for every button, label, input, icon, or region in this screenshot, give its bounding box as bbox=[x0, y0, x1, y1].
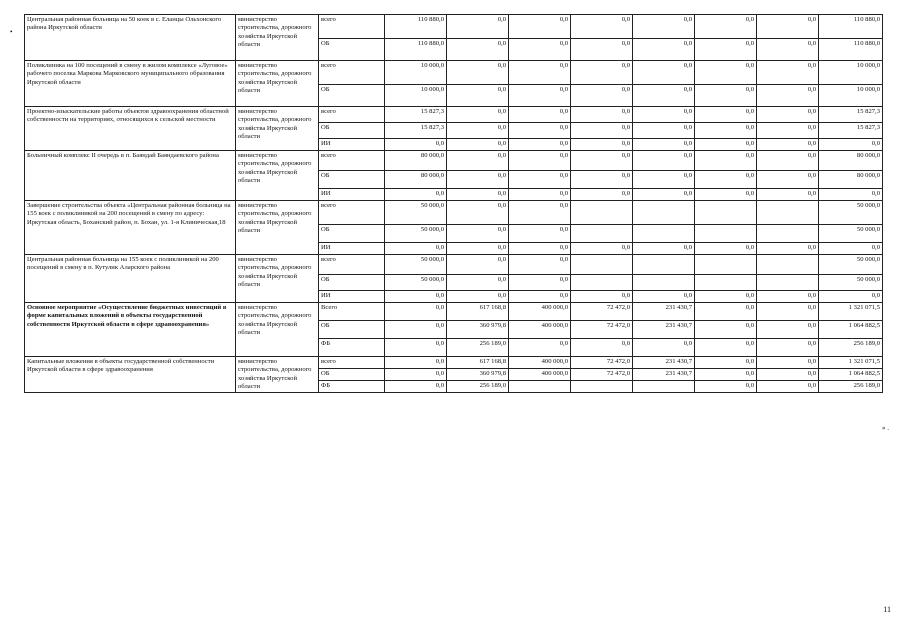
total-value-cell: 1 321 071,5 bbox=[819, 303, 883, 321]
total-value-cell: 50 000,0 bbox=[819, 255, 883, 275]
value-cell bbox=[695, 275, 757, 291]
value-cell: 0,0 bbox=[695, 107, 757, 123]
value-cell: 0,0 bbox=[509, 85, 571, 107]
funding-source-cell: ОБ bbox=[319, 275, 385, 291]
total-value-cell: 256 189,0 bbox=[819, 381, 883, 393]
value-cell: 400 000,0 bbox=[509, 357, 571, 369]
total-value-cell: 50 000,0 bbox=[819, 225, 883, 243]
value-cell: 0,0 bbox=[571, 107, 633, 123]
value-cell: 0,0 bbox=[447, 85, 509, 107]
total-value-cell: 110 880,0 bbox=[819, 39, 883, 61]
funding-source-cell: ИИ bbox=[319, 189, 385, 201]
value-cell: 0,0 bbox=[695, 243, 757, 255]
funding-source-cell: ИИ bbox=[319, 243, 385, 255]
total-value-cell: 10 000,0 bbox=[819, 85, 883, 107]
value-cell: 0,0 bbox=[695, 339, 757, 357]
value-cell: 0,0 bbox=[571, 61, 633, 85]
value-cell: 72 472,0 bbox=[571, 321, 633, 339]
total-value-cell: 256 189,0 bbox=[819, 339, 883, 357]
value-cell: 617 168,8 bbox=[447, 357, 509, 369]
table-row bbox=[25, 107, 883, 123]
table-row bbox=[25, 303, 883, 321]
value-cell: 0,0 bbox=[447, 139, 509, 151]
value-cell: 0,0 bbox=[633, 243, 695, 255]
value-cell: 0,0 bbox=[447, 291, 509, 303]
table-row bbox=[25, 15, 883, 39]
value-cell bbox=[695, 201, 757, 225]
value-cell: 0,0 bbox=[509, 339, 571, 357]
funding-source-cell: ОБ bbox=[319, 123, 385, 139]
total-value-cell: 1 321 071,5 bbox=[819, 357, 883, 369]
page-number: 11 bbox=[883, 605, 891, 614]
value-cell: 0,0 bbox=[509, 291, 571, 303]
funding-source-cell: всего bbox=[319, 61, 385, 85]
measure-name-cell: Основное мероприятие «Осуществление бюджетных инвестиций в форме капитальных вложений в объекты государственной собственности Иркутской области в сфере здравоохранения» bbox=[25, 303, 236, 357]
table-row bbox=[25, 151, 883, 171]
funding-source-cell: всего bbox=[319, 255, 385, 275]
value-cell: 0,0 bbox=[633, 151, 695, 171]
value-cell: 0,0 bbox=[571, 171, 633, 189]
value-cell: 0,0 bbox=[447, 107, 509, 123]
value-cell: 231 430,7 bbox=[633, 303, 695, 321]
value-cell: 0,0 bbox=[633, 123, 695, 139]
value-cell: 0,0 bbox=[385, 303, 447, 321]
value-cell: 0,0 bbox=[695, 291, 757, 303]
value-cell: 0,0 bbox=[695, 151, 757, 171]
total-value-cell: 50 000,0 bbox=[819, 275, 883, 291]
funding-source-cell: всего bbox=[319, 357, 385, 369]
total-value-cell: 15 827,3 bbox=[819, 107, 883, 123]
measure-name-cell: Поликлиника на 100 посещений в смену в жилом комплексе «Луговое» рабочего поселка Маркова Марковского муниципального образования Иркутской области bbox=[25, 61, 236, 107]
value-cell bbox=[633, 275, 695, 291]
value-cell: 0,0 bbox=[633, 139, 695, 151]
funding-source-cell: Всего bbox=[319, 303, 385, 321]
value-cell bbox=[571, 255, 633, 275]
value-cell: 0,0 bbox=[447, 151, 509, 171]
value-cell: 0,0 bbox=[757, 369, 819, 381]
value-cell: 0,0 bbox=[509, 123, 571, 139]
value-cell: 256 189,0 bbox=[447, 381, 509, 393]
value-cell: 0,0 bbox=[633, 61, 695, 85]
responsible-executor-cell: министерство строительства, дорожного хозяйства Иркутской области bbox=[236, 255, 319, 303]
value-cell: 0,0 bbox=[509, 151, 571, 171]
value-cell: 0,0 bbox=[447, 39, 509, 61]
value-cell: 0,0 bbox=[757, 123, 819, 139]
value-cell: 0,0 bbox=[695, 123, 757, 139]
total-value-cell: 0,0 bbox=[819, 139, 883, 151]
total-value-cell: 50 000,0 bbox=[819, 201, 883, 225]
table-row bbox=[25, 255, 883, 275]
value-cell: 0,0 bbox=[385, 139, 447, 151]
value-cell: 0,0 bbox=[757, 139, 819, 151]
funding-source-cell: ИИ bbox=[319, 139, 385, 151]
value-cell: 0,0 bbox=[695, 15, 757, 39]
value-cell bbox=[695, 225, 757, 243]
value-cell bbox=[757, 255, 819, 275]
value-cell: 0,0 bbox=[447, 123, 509, 139]
measure-name-cell: Капитальные вложения в объекты государственной собственности Иркутской области в сфере здравоохранения bbox=[25, 357, 236, 393]
value-cell: 72 472,0 bbox=[571, 357, 633, 369]
value-cell: 0,0 bbox=[695, 139, 757, 151]
value-cell bbox=[571, 225, 633, 243]
value-cell: 0,0 bbox=[633, 189, 695, 201]
value-cell: 360 979,8 bbox=[447, 369, 509, 381]
value-cell: 400 000,0 bbox=[509, 303, 571, 321]
table-row bbox=[25, 357, 883, 369]
value-cell: 50 000,0 bbox=[385, 255, 447, 275]
value-cell: 0,0 bbox=[757, 243, 819, 255]
total-value-cell: 0,0 bbox=[819, 189, 883, 201]
value-cell bbox=[633, 381, 695, 393]
value-cell: 0,0 bbox=[509, 107, 571, 123]
value-cell: 0,0 bbox=[695, 61, 757, 85]
funding-source-cell: ИИ bbox=[319, 291, 385, 303]
funding-source-cell: всего bbox=[319, 201, 385, 225]
value-cell: 0,0 bbox=[571, 139, 633, 151]
value-cell bbox=[633, 225, 695, 243]
value-cell: 0,0 bbox=[447, 189, 509, 201]
value-cell: 0,0 bbox=[757, 303, 819, 321]
budget-table bbox=[24, 14, 883, 393]
total-value-cell: 1 064 882,5 bbox=[819, 369, 883, 381]
value-cell: 0,0 bbox=[509, 201, 571, 225]
responsible-executor-cell: министерство строительства, дорожного хозяйства Иркутской области bbox=[236, 357, 319, 393]
total-value-cell: 80 000,0 bbox=[819, 171, 883, 189]
value-cell: 0,0 bbox=[509, 15, 571, 39]
value-cell: 0,0 bbox=[633, 291, 695, 303]
value-cell: 72 472,0 bbox=[571, 369, 633, 381]
funding-source-cell: всего bbox=[319, 107, 385, 123]
value-cell: 0,0 bbox=[447, 201, 509, 225]
funding-source-cell: ОБ bbox=[319, 39, 385, 61]
value-cell: 0,0 bbox=[633, 339, 695, 357]
value-cell: 0,0 bbox=[447, 225, 509, 243]
value-cell bbox=[571, 275, 633, 291]
value-cell: 0,0 bbox=[757, 357, 819, 369]
value-cell: 0,0 bbox=[509, 171, 571, 189]
value-cell: 360 979,8 bbox=[447, 321, 509, 339]
funding-source-cell: ОБ bbox=[319, 369, 385, 381]
value-cell: 0,0 bbox=[633, 15, 695, 39]
value-cell: 400 000,0 bbox=[509, 321, 571, 339]
value-cell: 0,0 bbox=[571, 123, 633, 139]
value-cell: 50 000,0 bbox=[385, 201, 447, 225]
value-cell: 0,0 bbox=[757, 151, 819, 171]
responsible-executor-cell: министерство строительства, дорожного хозяйства Иркутской области bbox=[236, 201, 319, 255]
value-cell: 10 000,0 bbox=[385, 85, 447, 107]
value-cell: 15 827,3 bbox=[385, 123, 447, 139]
value-cell: 0,0 bbox=[757, 189, 819, 201]
value-cell bbox=[757, 225, 819, 243]
value-cell: 50 000,0 bbox=[385, 275, 447, 291]
value-cell: 0,0 bbox=[447, 61, 509, 85]
value-cell bbox=[571, 201, 633, 225]
responsible-executor-cell: министерство строительства, дорожного хозяйства Иркутской области bbox=[236, 151, 319, 201]
measure-name-cell: Больничный комплекс II очередь в п. Баяндай Баяндаевского района bbox=[25, 151, 236, 201]
funding-source-cell: ОБ bbox=[319, 171, 385, 189]
value-cell: 0,0 bbox=[385, 291, 447, 303]
value-cell: 617 168,8 bbox=[447, 303, 509, 321]
value-cell: 0,0 bbox=[571, 339, 633, 357]
value-cell: 0,0 bbox=[571, 15, 633, 39]
responsible-executor-cell: министерство строительства, дорожного хозяйства Иркутской области bbox=[236, 61, 319, 107]
value-cell: 0,0 bbox=[385, 243, 447, 255]
value-cell bbox=[757, 201, 819, 225]
value-cell: 0,0 bbox=[695, 39, 757, 61]
value-cell: 0,0 bbox=[695, 303, 757, 321]
value-cell: 0,0 bbox=[695, 171, 757, 189]
value-cell: 0,0 bbox=[571, 39, 633, 61]
value-cell: 0,0 bbox=[757, 61, 819, 85]
value-cell: 0,0 bbox=[695, 381, 757, 393]
funding-source-cell: ОБ bbox=[319, 85, 385, 107]
value-cell: 0,0 bbox=[509, 61, 571, 85]
value-cell: 0,0 bbox=[695, 85, 757, 107]
value-cell: 0,0 bbox=[447, 255, 509, 275]
total-value-cell: 15 827,3 bbox=[819, 123, 883, 139]
funding-source-cell: ФБ bbox=[319, 339, 385, 357]
value-cell: 0,0 bbox=[571, 85, 633, 107]
value-cell bbox=[757, 275, 819, 291]
value-cell: 72 472,0 bbox=[571, 303, 633, 321]
value-cell: 0,0 bbox=[509, 275, 571, 291]
value-cell: 0,0 bbox=[509, 139, 571, 151]
value-cell: 231 430,7 bbox=[633, 357, 695, 369]
value-cell: 80 000,0 bbox=[385, 151, 447, 171]
measure-name-cell: Центральная районная больница на 155 коек с поликлиникой на 200 посещений в смену в п. Кутулик Аларского района bbox=[25, 255, 236, 303]
value-cell bbox=[571, 381, 633, 393]
value-cell: 0,0 bbox=[509, 39, 571, 61]
value-cell: 0,0 bbox=[757, 291, 819, 303]
value-cell: 0,0 bbox=[695, 357, 757, 369]
total-value-cell: 0,0 bbox=[819, 291, 883, 303]
responsible-executor-cell: министерство строительства, дорожного хозяйства Иркутской области bbox=[236, 107, 319, 151]
value-cell: 0,0 bbox=[385, 357, 447, 369]
value-cell: 231 430,7 bbox=[633, 369, 695, 381]
measure-name-cell: Завершение строительства объекта «Центральная районная больница на 155 коек с поликлиникой на 200 посещений в смену по адресу: Иркутская область, Боханский район, п. Бохан, ул. 1-я Клиническая,18 bbox=[25, 201, 236, 255]
value-cell bbox=[695, 255, 757, 275]
value-cell bbox=[633, 255, 695, 275]
total-value-cell: 80 000,0 bbox=[819, 151, 883, 171]
value-cell: 0,0 bbox=[385, 381, 447, 393]
measure-name-cell: Проектно-изыскательские работы объектов здравоохранения областной собственности на территориях, относящихся к сельской местности bbox=[25, 107, 236, 151]
responsible-executor-cell: министерство строительства, дорожного хозяйства Иркутской области bbox=[236, 15, 319, 61]
value-cell: 10 000,0 bbox=[385, 61, 447, 85]
value-cell: 0,0 bbox=[385, 369, 447, 381]
value-cell: 50 000,0 bbox=[385, 225, 447, 243]
value-cell: 110 880,0 bbox=[385, 15, 447, 39]
table-row bbox=[25, 201, 883, 225]
value-cell: 0,0 bbox=[757, 381, 819, 393]
value-cell: 0,0 bbox=[757, 339, 819, 357]
total-value-cell: 10 000,0 bbox=[819, 61, 883, 85]
total-value-cell: 1 064 882,5 bbox=[819, 321, 883, 339]
value-cell: 0,0 bbox=[571, 151, 633, 171]
value-cell: 0,0 bbox=[633, 107, 695, 123]
value-cell bbox=[509, 381, 571, 393]
funding-source-cell: ФБ bbox=[319, 381, 385, 393]
value-cell bbox=[633, 201, 695, 225]
value-cell: 0,0 bbox=[695, 189, 757, 201]
budget-table-body bbox=[25, 15, 883, 393]
total-value-cell: 0,0 bbox=[819, 243, 883, 255]
margin-bullet-icon: • bbox=[10, 28, 13, 36]
value-cell: 0,0 bbox=[509, 243, 571, 255]
value-cell: 15 827,3 bbox=[385, 107, 447, 123]
measure-name-cell: Центральная районная больница на 50 коек в с. Еланцы Ольхонского района Иркутской области bbox=[25, 15, 236, 61]
funding-source-cell: всего bbox=[319, 15, 385, 39]
value-cell: 0,0 bbox=[695, 321, 757, 339]
value-cell: 0,0 bbox=[633, 171, 695, 189]
value-cell: 0,0 bbox=[447, 243, 509, 255]
value-cell: 0,0 bbox=[509, 225, 571, 243]
value-cell: 0,0 bbox=[757, 15, 819, 39]
value-cell: 0,0 bbox=[757, 39, 819, 61]
value-cell: 0,0 bbox=[633, 85, 695, 107]
responsible-executor-cell: министерство строительства, дорожного хозяйства Иркутской области bbox=[236, 303, 319, 357]
value-cell: 231 430,7 bbox=[633, 321, 695, 339]
funding-source-cell: ОБ bbox=[319, 321, 385, 339]
funding-source-cell: всего bbox=[319, 151, 385, 171]
value-cell: 80 000,0 bbox=[385, 171, 447, 189]
value-cell: 0,0 bbox=[509, 189, 571, 201]
table-row bbox=[25, 61, 883, 85]
value-cell: 0,0 bbox=[571, 189, 633, 201]
value-cell: 0,0 bbox=[447, 275, 509, 291]
value-cell: 0,0 bbox=[385, 189, 447, 201]
value-cell: 0,0 bbox=[447, 171, 509, 189]
value-cell: 0,0 bbox=[571, 243, 633, 255]
value-cell: 0,0 bbox=[695, 369, 757, 381]
value-cell: 0,0 bbox=[633, 39, 695, 61]
trailing-marks-icon: » . bbox=[882, 424, 889, 432]
total-value-cell: 110 880,0 bbox=[819, 15, 883, 39]
funding-source-cell: ОБ bbox=[319, 225, 385, 243]
value-cell: 0,0 bbox=[757, 85, 819, 107]
value-cell: 0,0 bbox=[757, 107, 819, 123]
value-cell: 0,0 bbox=[757, 321, 819, 339]
value-cell: 256 189,0 bbox=[447, 339, 509, 357]
value-cell: 0,0 bbox=[571, 291, 633, 303]
value-cell: 0,0 bbox=[385, 339, 447, 357]
value-cell: 0,0 bbox=[385, 321, 447, 339]
value-cell: 110 880,0 bbox=[385, 39, 447, 61]
value-cell: 0,0 bbox=[757, 171, 819, 189]
value-cell: 0,0 bbox=[447, 15, 509, 39]
value-cell: 0,0 bbox=[509, 255, 571, 275]
value-cell: 400 000,0 bbox=[509, 369, 571, 381]
